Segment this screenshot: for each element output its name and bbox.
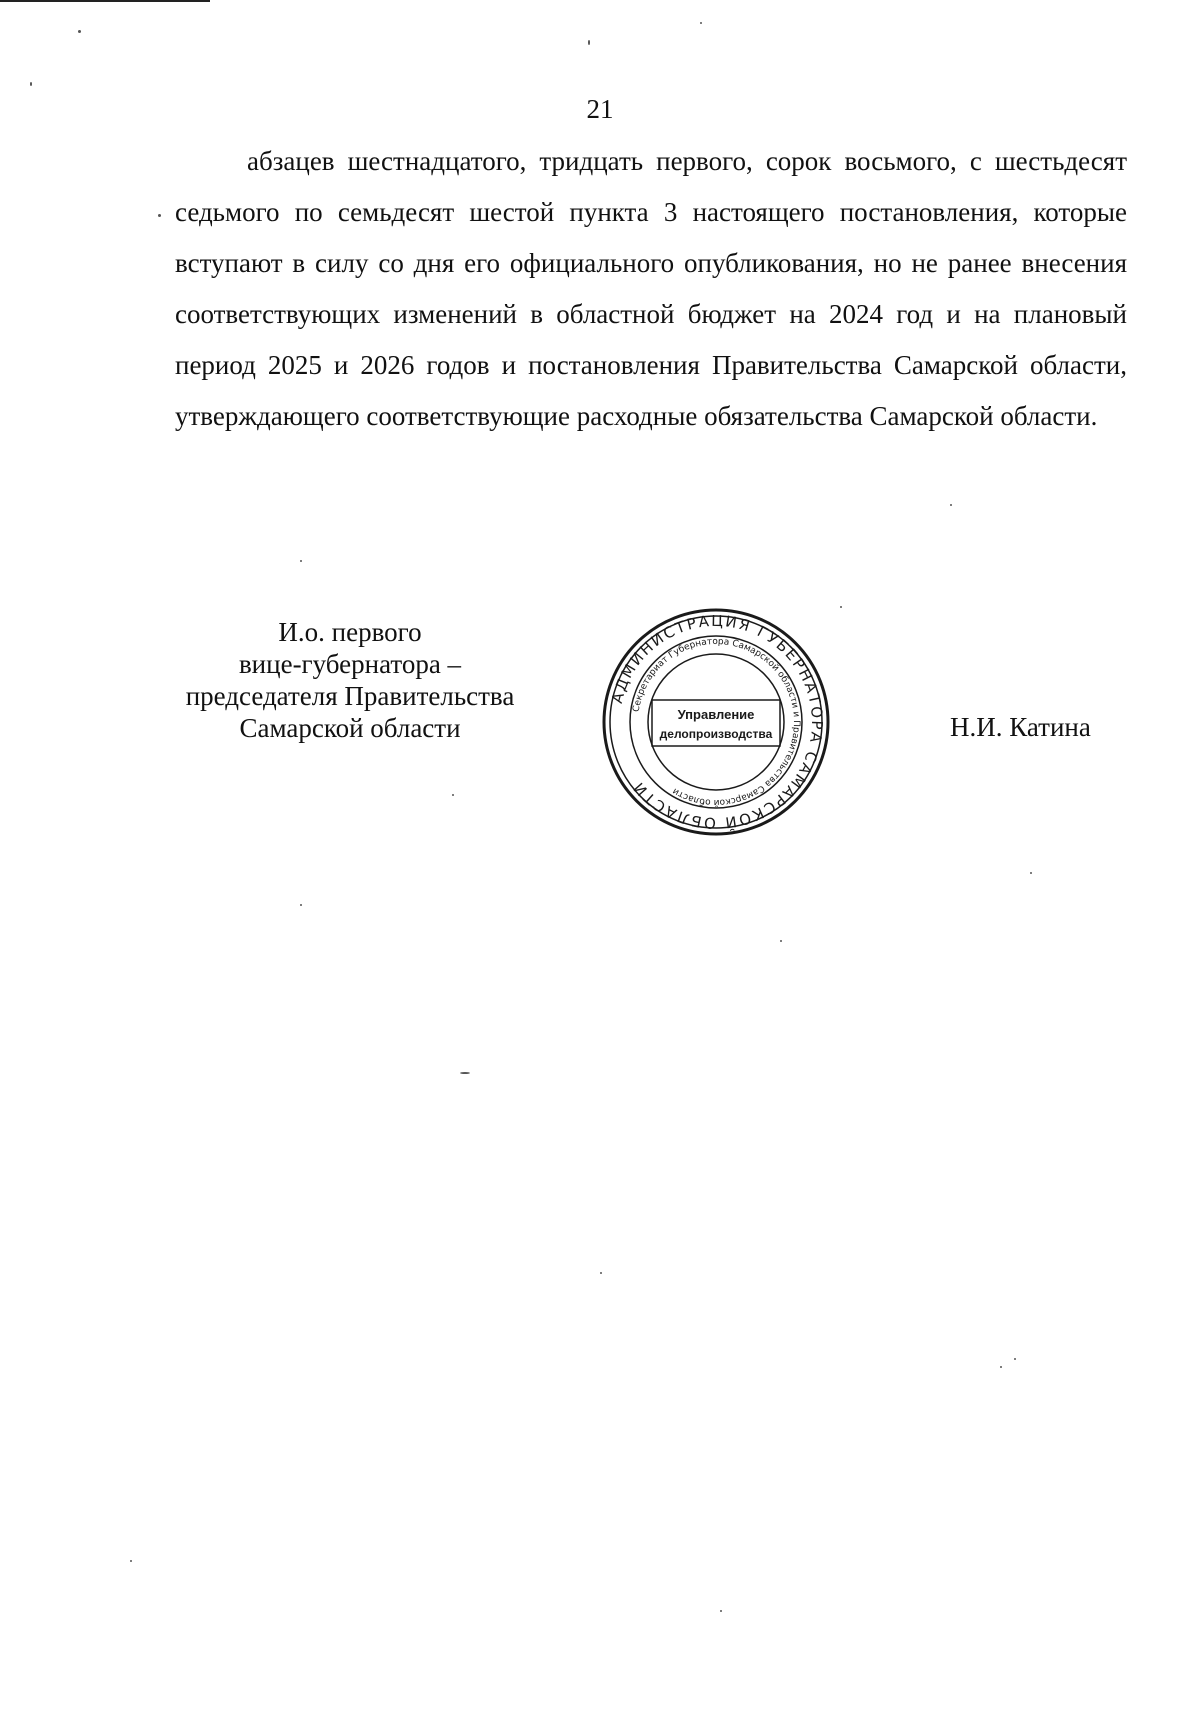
official-seal (600, 606, 832, 838)
signatory-position (160, 616, 540, 744)
scan-speck (588, 40, 590, 45)
scan-speck (840, 606, 842, 608)
scan-speck (30, 82, 32, 86)
seal-outer-text: АДМИНИСТРАЦИЯ ГУБЕРНАТОРА САМАРСКОЙ ОБЛАСТИ (607, 611, 827, 833)
signatory-position-line: Самарской области (239, 713, 461, 743)
signatory-position-line: И.о. первого (278, 617, 422, 647)
seal-inner-text: Секретариат Губернатора Самарской области и Правительства Самарской области (631, 636, 802, 808)
body-paragraph: абзацев шестнадцатого, тридцать первого, сорок восьмого, с шестьдесят седьмого по семьдесят шестой пункта 3 настоящего постановления, которые вступают в силу со дня его официального опубликования, но не ранее внесения соответствующих изменений в областной бюджет на 2024 год и на плановый период 2025 и 2026 годов и постановления Правительства Самарской области, утверждающего соответствующие расходные обязательства Самарской области. (175, 146, 1127, 431)
scan-speck (1014, 1358, 1016, 1360)
scan-speck (130, 1560, 132, 1562)
scan-speck (460, 1072, 470, 1074)
scan-speck (1000, 1366, 1002, 1368)
scan-speck (780, 940, 782, 942)
seal-inner-ring (648, 654, 784, 790)
seal-middle-ring (630, 636, 802, 808)
signatory-position-line: вице-губернатора – (238, 649, 462, 679)
scan-speck (452, 794, 454, 796)
scan-speck (950, 504, 952, 506)
scan-speck (600, 1272, 602, 1274)
scan-speck (300, 904, 302, 906)
signatory-name: Н.И. Катина (950, 712, 1091, 742)
page-number: 21 (586, 94, 614, 124)
scan-speck (78, 30, 81, 33)
signatory-position-line: председателя Правительства (185, 681, 515, 711)
seal-center-line2: делопроизводства (659, 727, 773, 741)
scan-speck (700, 22, 702, 24)
scan-speck (1030, 872, 1032, 874)
scan-speck (300, 560, 302, 562)
scan-speck (158, 214, 161, 217)
scan-speck (720, 1610, 722, 1612)
seal-center-line1: Управление (677, 707, 755, 722)
scan-edge-line (0, 0, 210, 2)
